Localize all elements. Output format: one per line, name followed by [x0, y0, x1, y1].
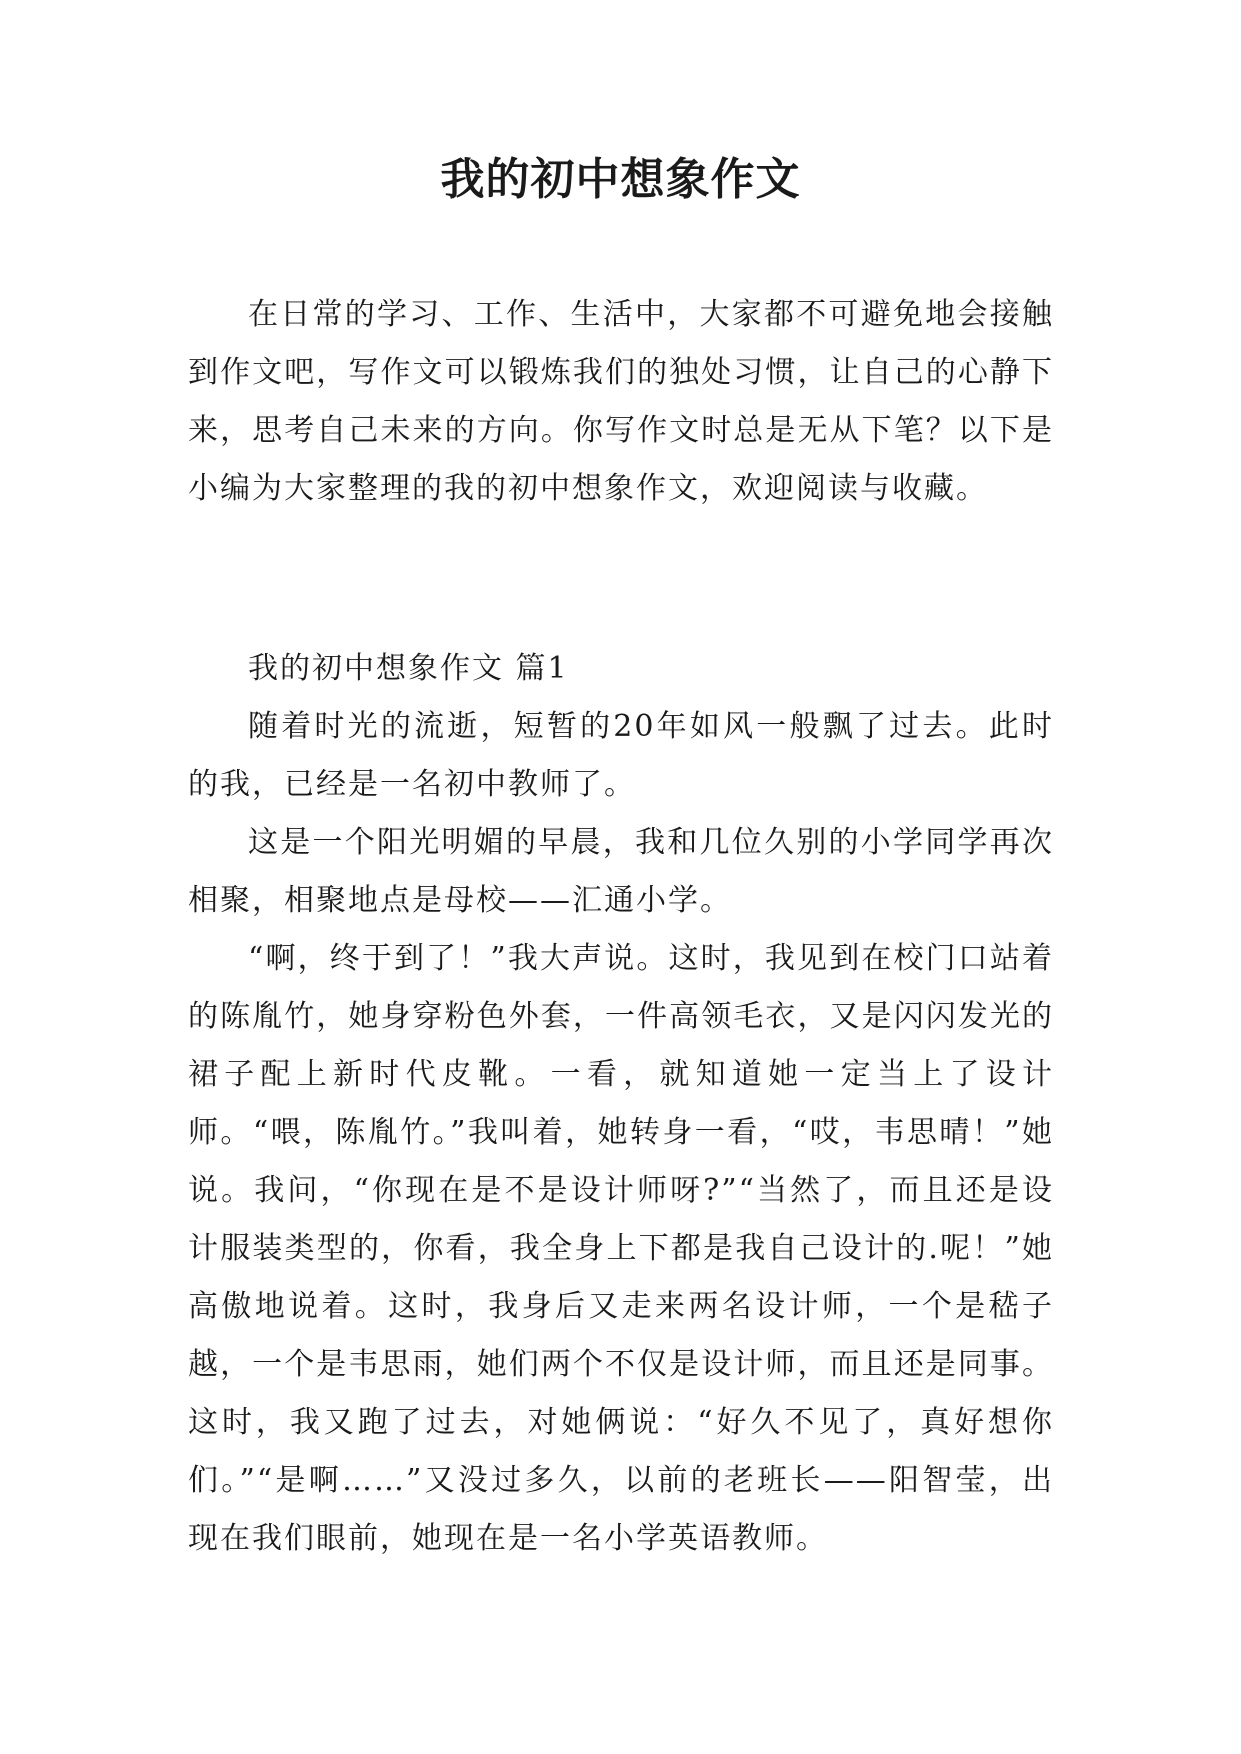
intro-block — [188, 286, 1054, 518]
intro-paragraph: 在日常的学习、工作、生活中，大家都不可避免地会接触到作文吧，写作文可以锻炼我们的独处习惯，让自己的心静下来，思考自己未来的方向。你写作文时总是无从下笔？以下是小编为大家整理的我的初中想象作文，欢迎阅读与收藏。 — [188, 297, 1054, 506]
paragraph-2: 这是一个阳光明媚的早晨，我和几位久别的小学同学再次相聚，相聚地点是母校——汇通小学。 — [188, 825, 1054, 918]
paragraph-3: “啊，终于到了！”我大声说。这时，我见到在校门口站着的陈胤竹，她身穿粉色外套，一件高领毛衣，又是闪闪发光的裙子配上新时代皮靴。一看，就知道她一定当上了设计师。“喂，陈胤竹。”我叫着，她转身一看，“哎，韦思晴！”她说。我问，“你现在是不是设计师呀?”“当然了，而且还是设计服装类型的，你看，我全身上下都是我自己设计的.呢！”她高傲地说着。这时，我身后又走来两名设计师，一个是嵇子越，一个是韦思雨，她们两个不仅是设计师，而且还是同事。这时，我又跑了过去，对她俩说：“好久不见了，真好想你们。”“是啊……”又没过多久，以前的老班长——阳智莹，出现在我们眼前，她现在是一名小学英语教师。 — [188, 941, 1054, 1556]
document-title: 我的初中想象作文 — [440, 154, 801, 205]
section-heading: 我的初中想象作文 篇1 — [248, 651, 569, 686]
essay-section — [188, 640, 1054, 1568]
paragraph-1: 随着时光的流逝，短暂的20年如风一般飘了过去。此时的我，已经是一名初中教师了。 — [188, 709, 1054, 802]
